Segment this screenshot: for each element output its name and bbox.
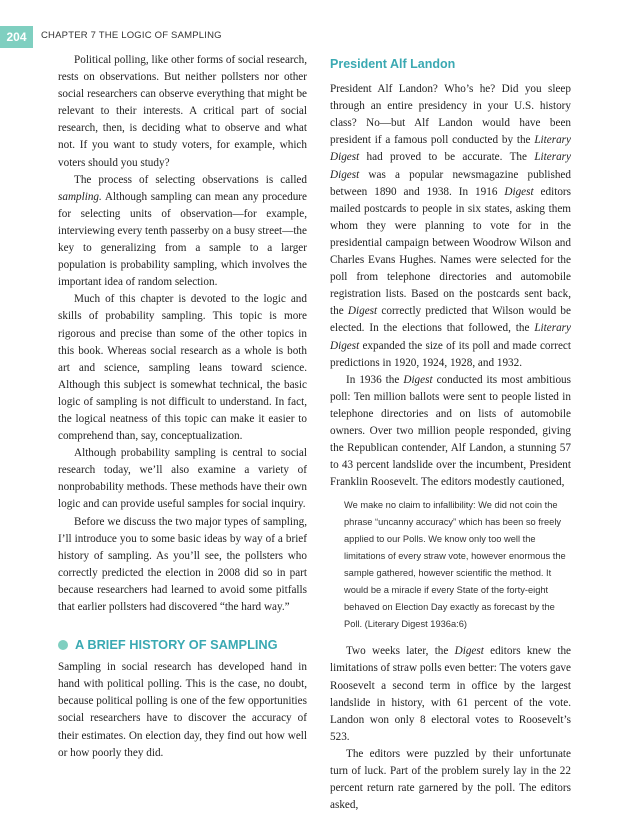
paragraph: Sampling in social research has developed hand in hand with political polling. This is the case, no doubt, because political polling is one of the few opportunities social researchers have to discover the accuracy of their estimates. On election day, they find out how well or how poorly they did.	[58, 661, 307, 759]
term-sampling: sampling.	[58, 190, 102, 203]
paragraph: Political polling, like other forms of social research, rests on observations. But neither pollsters nor other social researchers can observe everything that might be relevant to their interests. A critical part of social research, then, is deciding what to observe and what not. If you want to study voters, for example, which voters should you study?	[58, 54, 307, 169]
right-column	[330, 52, 571, 814]
block-quote: We make no claim to infallibility: We did not coin the phrase “uncanny accuracy” which has been so freely applied to our Polls. We know only too well the limitations of every straw vote, however enormous the sample gathered, however scientific the method. It would be a miracle if every State of the forty-eight behaved on Election Day exactly as forecast by the Poll. (Literary Digest 1936a:6)	[344, 500, 566, 630]
paragraph: Two weeks later, the Digest editors knew the limitations of straw polls even better: The voters gave Roosevelt a second term in office by the largest landslide in history, with 61 percent of the vote. Landon won only 8 electoral votes to Roosevelt’s 523.	[330, 645, 571, 743]
paragraph: Before we discuss the two major types of sampling, I’ll introduce you to some basic ideas by way of a brief history of sampling. As you’ll see, the pollsters who correctly predicted the election in 2008 did so in part because researchers had learned to avoid some pitfalls that earlier pollsters had discovered “the hard way.”	[58, 515, 307, 613]
paragraph: The process of selecting observations is called sampling. Although sampling can mean any procedure for selecting units of observation—for example, interviewing every tenth passerby on a busy street—the key to generalizing from a sample to a larger population is probability sampling, which involves the important idea of random selection.	[58, 173, 307, 289]
paragraph: Although probability sampling is central to social research today, we’ll also examine a variety of nonprobability methods. These methods have their own logic and can provide useful samples for social inquiry.	[58, 447, 307, 511]
paragraph: The editors were puzzled by their unfortunate turn of luck. Part of the problem surely lay in the 22 percent return rate garnered by the poll. The editors asked,	[330, 747, 571, 812]
running-head: CHAPTER 7 THE LOGIC OF SAMPLING	[41, 30, 222, 41]
sidebar-title: President Alf Landon	[330, 57, 456, 71]
left-column	[58, 52, 307, 762]
page-number: 204	[0, 26, 33, 48]
paragraph: Much of this chapter is devoted to the logic and skills of probability sampling. This topic is more rigorous and precise than some of the other topics in this book. Whereas social research as a whole is both art and science, sampling leans toward science. Although this subject is somewhat technical, the basic logic of sampling is not difficult to understand. In fact, the logical neatness of this topic can make it easier to comprehend than, say, conceptualization.	[58, 293, 307, 443]
paragraph: President Alf Landon? Who’s he? Did you sleep through an entire presidency in your U.S. history class? No—but Alf Landon would have been president if a famous poll conducted by the Literary Digest had proved to be accurate. The Literary Digest was a popular newsmagazine published between 1890 and 1938. In 1916 Digest editors mailed postcards to people in six states, asking them whom they were planning to vote for in the presidential campaign between Woodrow Wilson and Charles Evans Hughes. Names were selected for the poll from telephone directories and automobile registration lists. Based on the postcards sent back, the Digest correctly predicted that Wilson would be elected. In the elections that followed, the Literary Digest expanded the size of its poll and made correct predictions in 1920, 1924, 1928, and 1932.	[330, 83, 571, 369]
bullet-circle-icon	[58, 640, 68, 650]
paragraph: In 1936 the Digest conducted its most ambitious poll: Ten million ballots were sent to people listed in telephone directories and on lists of automobile owners. Over two million people responded, giving the Republican contender, Alf Landon, a stunning 57 to 43 percent landslide over the incumbent, President Franklin Roosevelt. The editors modestly cautioned,	[330, 373, 571, 489]
section-heading: A BRIEF HISTORY OF SAMPLING	[58, 636, 307, 653]
